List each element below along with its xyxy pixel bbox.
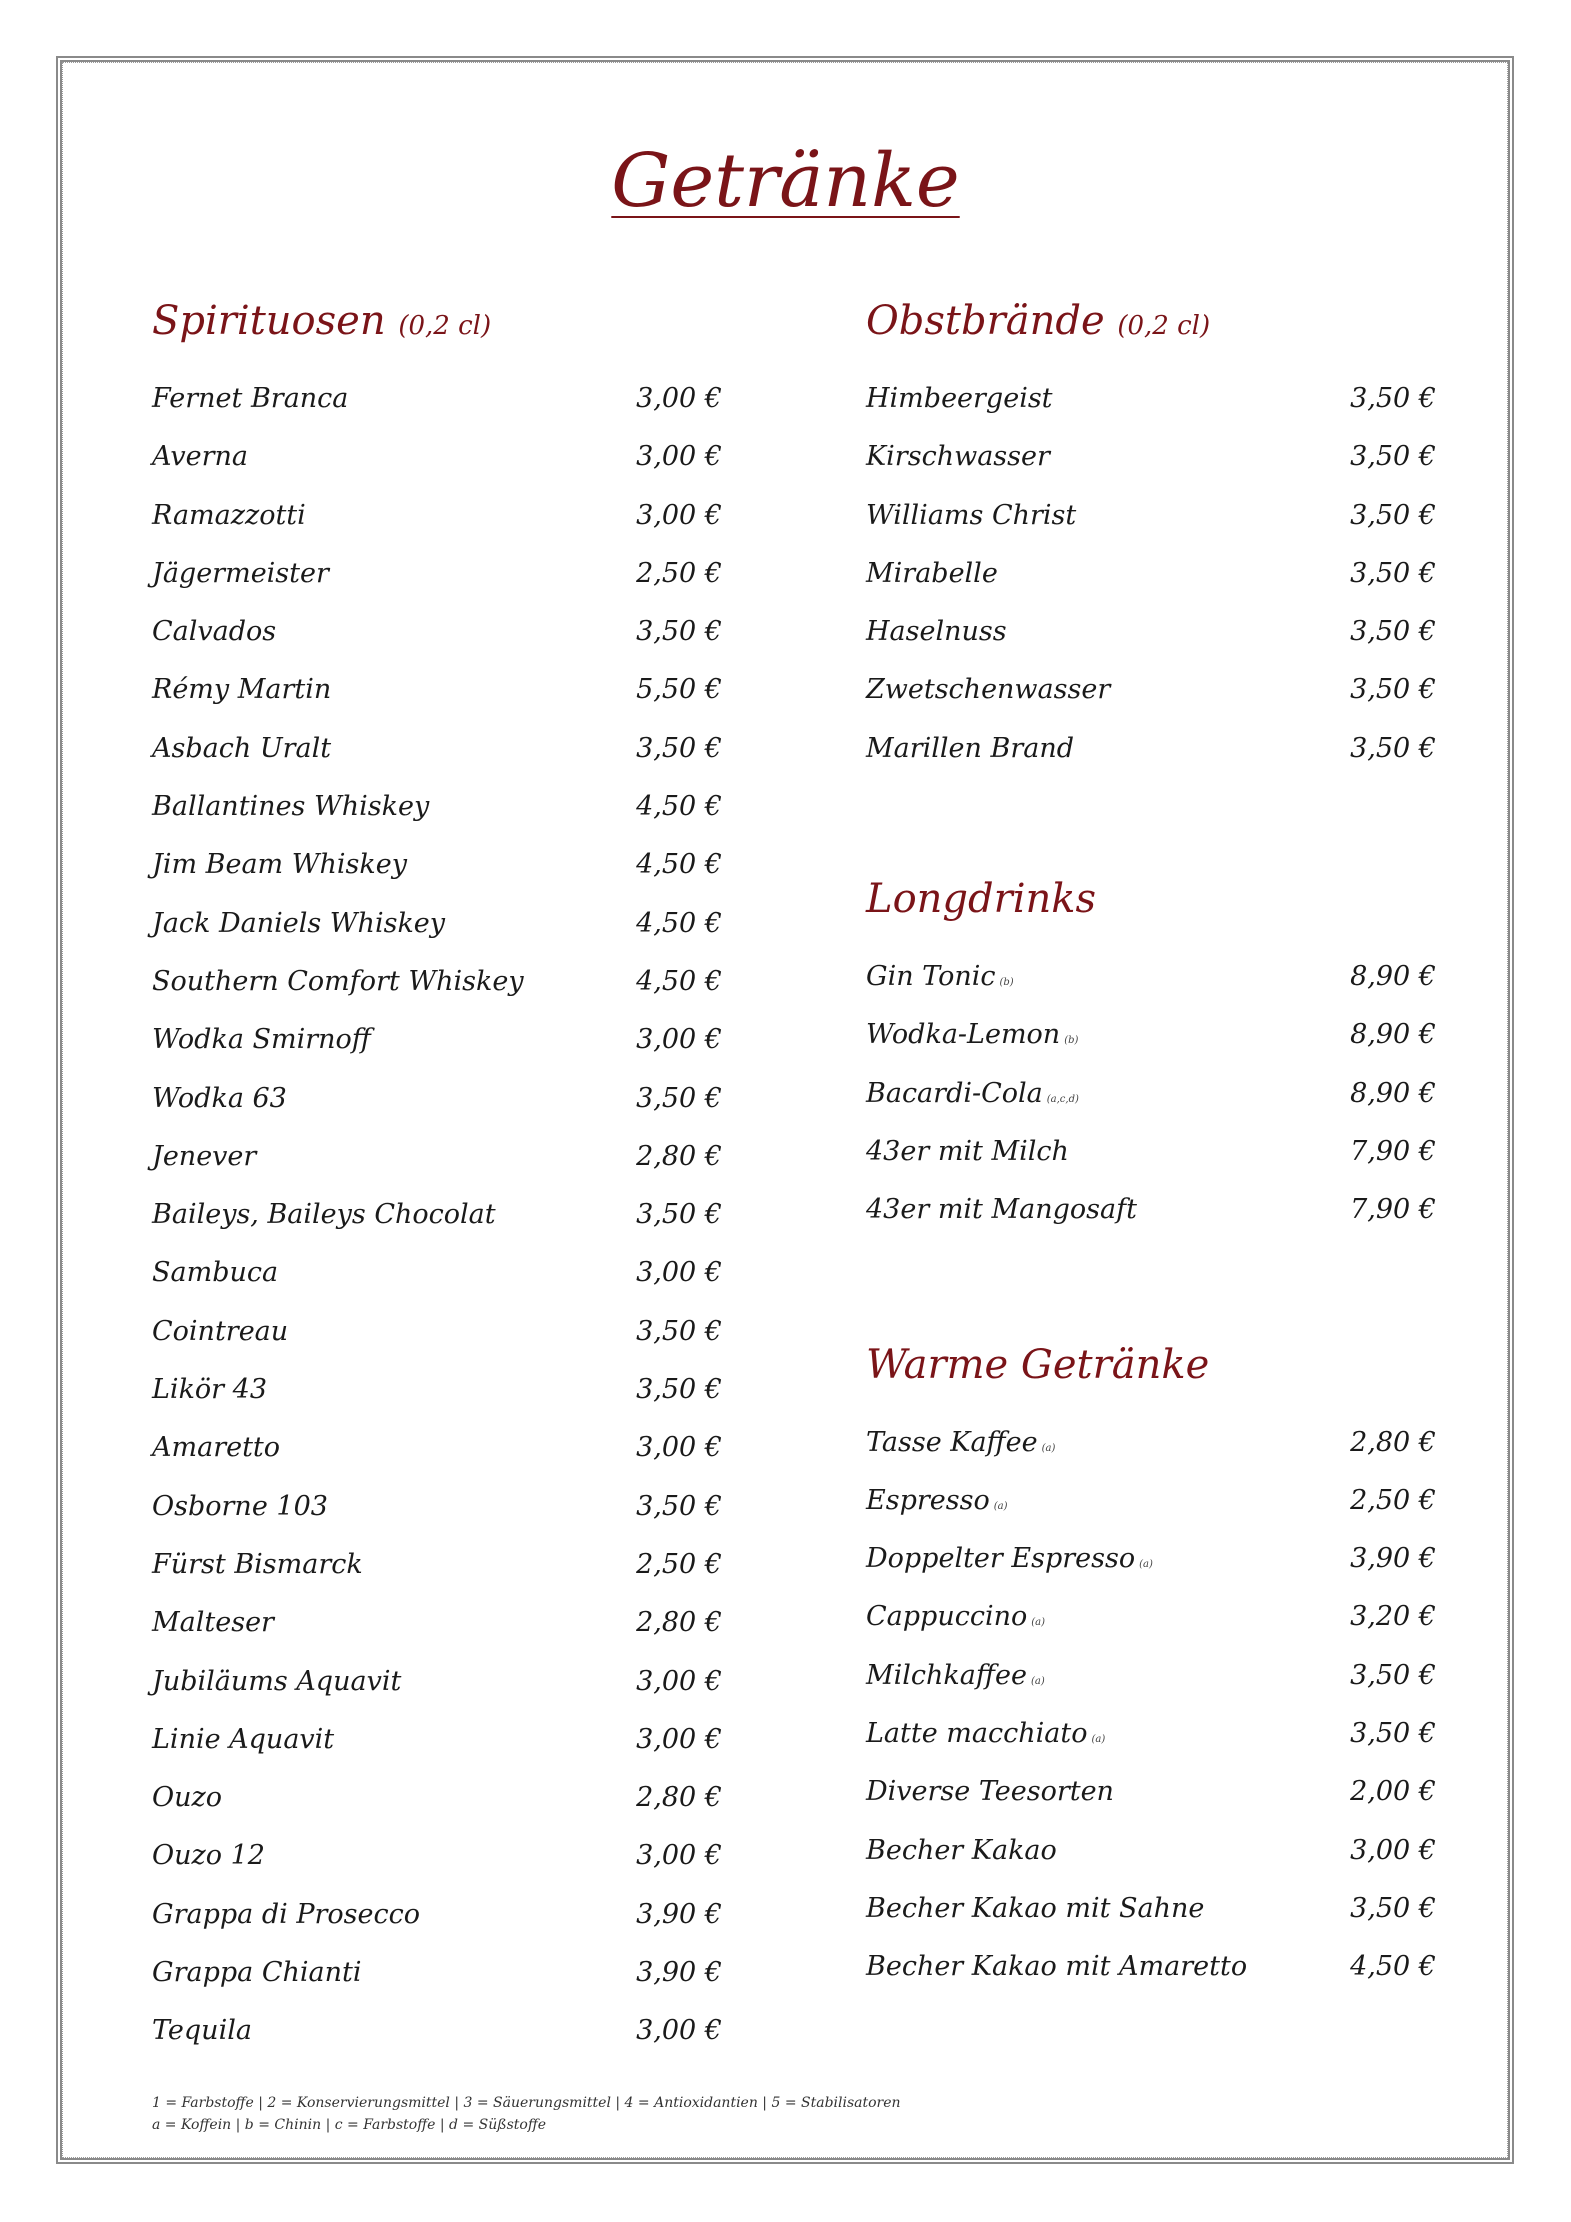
menu-item-price: 3,50 € xyxy=(1350,1659,1436,1691)
longdrinks-list xyxy=(866,948,1436,1239)
section-title-warme-getraenke xyxy=(866,1336,1436,1394)
menu-item xyxy=(152,1594,722,1652)
menu-item-label xyxy=(152,1011,371,1069)
menu-item-name: Sambuca xyxy=(152,1257,279,1289)
menu-item xyxy=(866,1705,1436,1763)
menu-item-label xyxy=(866,1705,1105,1769)
section-title-text: Spirituosen xyxy=(152,298,386,344)
menu-item-name: Mirabelle xyxy=(866,557,998,589)
menu-item-label xyxy=(152,1536,363,1594)
menu-item-price: 8,90 € xyxy=(1350,961,1436,993)
menu-item-price: 3,50 € xyxy=(1350,499,1436,531)
menu-item-name: Espresso xyxy=(866,1484,990,1516)
menu-item-name: Wodka-Lemon xyxy=(866,1019,1061,1051)
menu-item-additive-note: (b) xyxy=(999,977,1014,989)
menu-item-price: 3,00 € xyxy=(636,383,722,414)
menu-item-label xyxy=(866,1123,1069,1181)
menu-item xyxy=(866,1065,1436,1123)
section-title-text: Obstbrände xyxy=(866,298,1105,344)
menu-item xyxy=(152,661,722,719)
legend-line-numbers: 1 = Farbstoffe | 2 = Konservierungsmittel | 3 = Säuerungsmittel | 4 = Antioxidantien | 5 = Stabilisatoren xyxy=(152,2095,901,2111)
menu-item-label xyxy=(866,1647,1045,1711)
menu-item-name: 43er mit Mangosaft xyxy=(866,1194,1137,1226)
menu-item-label xyxy=(866,1938,1247,1996)
menu-item-price: 3,00 € xyxy=(636,1432,722,1464)
menu-item-name: Cointreau xyxy=(152,1315,289,1347)
menu-item-name: Latte macchiato xyxy=(866,1718,1088,1750)
menu-item xyxy=(866,428,1436,486)
menu-item-price: 3,00 € xyxy=(636,1723,722,1755)
menu-item-label xyxy=(152,1594,274,1652)
menu-item-name: Becher Kakao xyxy=(866,1834,1057,1866)
menu-item-name: Grappa di Prosecco xyxy=(152,1898,420,1930)
menu-item-price: 4,50 € xyxy=(636,965,722,997)
menu-item-label xyxy=(152,661,331,719)
menu-item-price: 3,90 € xyxy=(636,1898,722,1930)
menu-item xyxy=(152,1769,722,1827)
menu-item xyxy=(866,1414,1436,1472)
menu-item-price: 2,00 € xyxy=(1350,1776,1436,1808)
menu-item-name: Becher Kakao mit Amaretto xyxy=(866,1951,1248,1983)
menu-item xyxy=(866,370,1436,428)
menu-item-price: 3,00 € xyxy=(636,441,722,473)
menu-item-label xyxy=(866,1414,1055,1478)
obstbraende-list xyxy=(866,370,1436,778)
menu-item-label xyxy=(152,1128,256,1186)
menu-item-label xyxy=(866,1880,1204,1938)
menu-item xyxy=(152,1886,722,1944)
menu-item-name: Asbach Uralt xyxy=(152,732,332,764)
menu-item xyxy=(152,1944,722,2002)
menu-item-label xyxy=(866,1530,1153,1594)
menu-item-name: Fürst Bismarck xyxy=(152,1548,363,1580)
menu-item-price: 2,80 € xyxy=(636,1140,722,1172)
menu-item-name: Williams Christ xyxy=(866,499,1077,531)
menu-item-name: Grappa Chianti xyxy=(152,1957,362,1989)
menu-item-name: Amaretto xyxy=(152,1432,281,1464)
section-title-text: Longdrinks xyxy=(866,876,1097,923)
menu-item xyxy=(152,895,722,953)
menu-item xyxy=(152,1186,722,1244)
menu-item-price: 3,00 € xyxy=(636,1840,722,1872)
menu-item-label xyxy=(152,1361,267,1419)
menu-item-name: Ouzo 12 xyxy=(152,1840,265,1872)
section-spacer xyxy=(866,778,1436,870)
menu-item-name: Haselnuss xyxy=(866,616,1007,648)
menu-item xyxy=(152,1244,722,1302)
menu-item xyxy=(866,1530,1436,1588)
menu-item-price: 3,50 € xyxy=(1350,557,1436,589)
menu-item xyxy=(866,1588,1436,1646)
menu-item-label xyxy=(152,2002,252,2060)
warme-getraenke-list xyxy=(866,1414,1436,1997)
menu-item-label xyxy=(866,487,1076,545)
menu-item-name: Becher Kakao mit Sahne xyxy=(866,1892,1205,1924)
menu-item-label xyxy=(152,1070,287,1128)
menu-item-name: Diverse Teesorten xyxy=(866,1776,1114,1808)
menu-item xyxy=(866,1472,1436,1530)
menu-item-name: Wodka Smirnoff xyxy=(152,1024,371,1056)
menu-item-name: Southern Comfort Whiskey xyxy=(152,965,524,997)
menu-item xyxy=(152,1303,722,1361)
menu-item-price: 3,50 € xyxy=(636,616,722,648)
menu-item-price: 3,50 € xyxy=(636,1199,722,1231)
menu-item-price: 4,50 € xyxy=(636,907,722,939)
menu-item-label xyxy=(152,545,329,603)
menu-item-label xyxy=(866,1181,1137,1239)
menu-item-name: Fernet Branca xyxy=(152,383,349,414)
legend-line-letters: a = Koffein | b = Chinin | c = Farbstoffe | d = Süßstoffe xyxy=(152,2117,547,2133)
menu-item-name: Jenever xyxy=(152,1140,257,1172)
menu-item-price: 3,50 € xyxy=(1350,1718,1436,1750)
menu-item-additive-note: (a) xyxy=(1139,1559,1153,1571)
menu-item xyxy=(152,370,722,428)
menu-item-name: Cappuccino xyxy=(866,1601,1028,1633)
menu-item-price: 3,50 € xyxy=(1350,383,1436,414)
menu-item xyxy=(152,428,722,486)
menu-item-price: 3,20 € xyxy=(1350,1601,1436,1633)
section-subtitle: (0,2 cl) xyxy=(1117,311,1211,341)
menu-item-price: 3,50 € xyxy=(636,1082,722,1114)
menu-item-label xyxy=(866,1065,1079,1129)
additive-legend xyxy=(152,2092,901,2136)
menu-item-label xyxy=(152,1653,401,1711)
menu-item-name: Milchkaffee xyxy=(866,1659,1027,1691)
menu-item-additive-note: (b) xyxy=(1064,1035,1079,1047)
menu-item-label xyxy=(152,1419,280,1477)
menu-item-name: Jack Daniels Whiskey xyxy=(152,907,446,939)
menu-item-label xyxy=(152,1827,265,1885)
menu-item-price: 2,50 € xyxy=(636,557,722,589)
menu-item-price: 2,50 € xyxy=(636,1548,722,1580)
menu-item-additive-note: (a) xyxy=(1031,1617,1046,1629)
menu-item-price: 8,90 € xyxy=(1350,1077,1436,1109)
menu-item xyxy=(152,1536,722,1594)
menu-item xyxy=(152,1827,722,1885)
menu-item xyxy=(152,487,722,545)
menu-item-price: 3,50 € xyxy=(636,732,722,764)
menu-item xyxy=(152,1653,722,1711)
menu-item-label xyxy=(152,1244,278,1302)
menu-item-name: Linie Aquavit xyxy=(152,1723,335,1755)
menu-item xyxy=(866,1181,1436,1239)
menu-item-name: Calvados xyxy=(152,616,277,648)
menu-item xyxy=(152,2002,722,2060)
menu-item-label xyxy=(152,720,331,778)
menu-item xyxy=(152,720,722,778)
section-title-spirituosen xyxy=(152,292,722,350)
menu-item-price: 3,00 € xyxy=(636,2015,722,2047)
column-right xyxy=(866,292,1436,1997)
menu-item-price: 3,50 € xyxy=(636,1315,722,1347)
menu-item-name: Baileys, Baileys Chocolat xyxy=(152,1199,496,1231)
menu-item-price: 3,50 € xyxy=(636,1490,722,1522)
section-subtitle: (0,2 cl) xyxy=(398,311,492,341)
menu-item-label xyxy=(866,370,1053,428)
menu-item-name: Rémy Martin xyxy=(152,674,332,706)
menu-item-name: Marillen Brand xyxy=(866,732,1075,764)
menu-item xyxy=(866,603,1436,661)
menu-item-label xyxy=(866,1006,1078,1070)
menu-item xyxy=(152,1011,722,1069)
menu-item xyxy=(866,1647,1436,1705)
menu-item-label xyxy=(152,1711,334,1769)
menu-item-label xyxy=(866,1763,1114,1821)
menu-item-name: Kirschwasser xyxy=(866,441,1050,473)
menu-item-name: Doppelter Espresso xyxy=(866,1543,1136,1575)
menu-item-label xyxy=(152,1769,222,1827)
menu-item-name: Tequila xyxy=(152,2015,252,2047)
menu-item-price: 3,90 € xyxy=(1350,1543,1436,1575)
menu-item-label xyxy=(866,661,1110,719)
menu-item-price: 4,50 € xyxy=(1350,1951,1436,1983)
menu-item-label xyxy=(152,895,445,953)
menu-item-label xyxy=(866,428,1050,486)
menu-item-name: Gin Tonic xyxy=(866,961,996,993)
menu-item-price: 3,90 € xyxy=(636,1957,722,1989)
menu-item-label xyxy=(152,1944,361,2002)
menu-item xyxy=(152,778,722,836)
page-title-text: Getränke xyxy=(611,138,960,224)
menu-item-name: Jim Beam Whiskey xyxy=(152,849,407,881)
menu-item-price: 7,90 € xyxy=(1350,1135,1436,1167)
menu-item-price: 3,00 € xyxy=(636,1024,722,1056)
menu-item-label xyxy=(152,778,429,836)
menu-item xyxy=(152,1711,722,1769)
menu-item xyxy=(866,1822,1436,1880)
spirituosen-list xyxy=(152,370,722,2061)
menu-item-label xyxy=(152,836,407,894)
menu-item-label xyxy=(152,603,276,661)
menu-item xyxy=(866,948,1436,1006)
menu-item xyxy=(866,1880,1436,1938)
menu-item xyxy=(152,1070,722,1128)
menu-item xyxy=(866,720,1436,778)
menu-item-price: 3,50 € xyxy=(1350,732,1436,764)
menu-item-name: Likör 43 xyxy=(152,1374,268,1406)
menu-item-name: Osborne 103 xyxy=(152,1490,328,1522)
menu-item-name: Ramazzotti xyxy=(152,499,306,531)
menu-item-label xyxy=(866,948,1014,1012)
menu-item-price: 2,80 € xyxy=(636,1782,722,1814)
menu-item xyxy=(866,545,1436,603)
column-left xyxy=(152,292,722,2061)
menu-item-label xyxy=(152,953,524,1011)
section-title-longdrinks xyxy=(866,870,1436,928)
menu-item-price: 3,50 € xyxy=(1350,1892,1436,1924)
menu-item-price: 3,50 € xyxy=(636,1374,722,1406)
menu-item-price: 7,90 € xyxy=(1350,1194,1436,1226)
menu-item-price: 3,50 € xyxy=(1350,616,1436,648)
menu-item-price: 8,90 € xyxy=(1350,1019,1436,1051)
menu-item-label xyxy=(866,603,1007,661)
menu-item-name: Wodka 63 xyxy=(152,1082,287,1114)
section-title-obstbraende xyxy=(866,292,1436,350)
menu-item-label xyxy=(866,720,1074,778)
menu-item xyxy=(152,1478,722,1536)
menu-item xyxy=(152,1361,722,1419)
menu-item-price: 4,50 € xyxy=(636,791,722,823)
menu-item-price: 2,50 € xyxy=(1350,1484,1436,1516)
menu-item-name: Averna xyxy=(152,441,249,473)
menu-item-label xyxy=(866,1822,1057,1880)
menu-item-name: Ballantines Whiskey xyxy=(152,791,430,823)
page-title xyxy=(0,138,1571,224)
menu-item-label xyxy=(866,1588,1045,1652)
menu-item-label xyxy=(152,1886,420,1944)
menu-item-price: 3,00 € xyxy=(1350,1834,1436,1866)
menu-item-label xyxy=(152,1478,328,1536)
menu-item-price: 5,50 € xyxy=(636,674,722,706)
menu-item-name: Ouzo xyxy=(152,1782,223,1814)
menu-item xyxy=(866,661,1436,719)
menu-item-label xyxy=(152,1303,288,1361)
menu-item-price: 3,50 € xyxy=(1350,674,1436,706)
menu-item-additive-note: (a) xyxy=(1041,1442,1056,1454)
menu-item-label xyxy=(152,1186,496,1244)
menu-item-label xyxy=(152,487,306,545)
menu-item-price: 3,00 € xyxy=(636,499,722,531)
menu-item xyxy=(866,487,1436,545)
section-spacer xyxy=(866,1240,1436,1336)
menu-item-additive-note: (a) xyxy=(1030,1675,1045,1687)
menu-item-label xyxy=(152,428,248,486)
menu-item-price: 3,50 € xyxy=(1350,441,1436,473)
menu-item-price: 2,80 € xyxy=(1350,1426,1436,1458)
menu-item-name: Malteser xyxy=(152,1607,274,1639)
menu-item xyxy=(152,545,722,603)
menu-item-label xyxy=(866,545,998,603)
menu-item xyxy=(152,836,722,894)
menu-item-name: Jubiläums Aquavit xyxy=(152,1665,402,1697)
menu-item xyxy=(866,1763,1436,1821)
menu-item xyxy=(866,1123,1436,1181)
menu-item-name: Himbeergeist xyxy=(866,383,1053,414)
menu-item-name: Bacardi-Cola xyxy=(866,1077,1043,1109)
menu-item xyxy=(152,953,722,1011)
menu-item-name: Tasse Kaffee xyxy=(866,1426,1038,1458)
menu-item-price: 3,00 € xyxy=(636,1257,722,1289)
menu-item xyxy=(866,1006,1436,1064)
menu-item-label xyxy=(152,370,348,428)
section-title-text: Warme Getränke xyxy=(866,1341,1210,1388)
menu-item-price: 3,00 € xyxy=(636,1665,722,1697)
menu-item-additive-note: (a) xyxy=(993,1500,1008,1512)
menu-item-label xyxy=(866,1472,1007,1536)
menu-item xyxy=(866,1938,1436,1996)
menu-item-price: 2,80 € xyxy=(636,1607,722,1639)
menu-item xyxy=(152,1419,722,1477)
menu-item-additive-note: (a) xyxy=(1091,1734,1106,1746)
menu-item-name: 43er mit Milch xyxy=(866,1135,1069,1167)
menu-item-name: Jägermeister xyxy=(152,557,329,589)
menu-item xyxy=(152,1128,722,1186)
menu-item-name: Zwetschenwasser xyxy=(866,674,1111,706)
menu-item xyxy=(152,603,722,661)
menu-item-price: 4,50 € xyxy=(636,849,722,881)
menu-item-additive-note: (a,c,d) xyxy=(1046,1093,1079,1105)
